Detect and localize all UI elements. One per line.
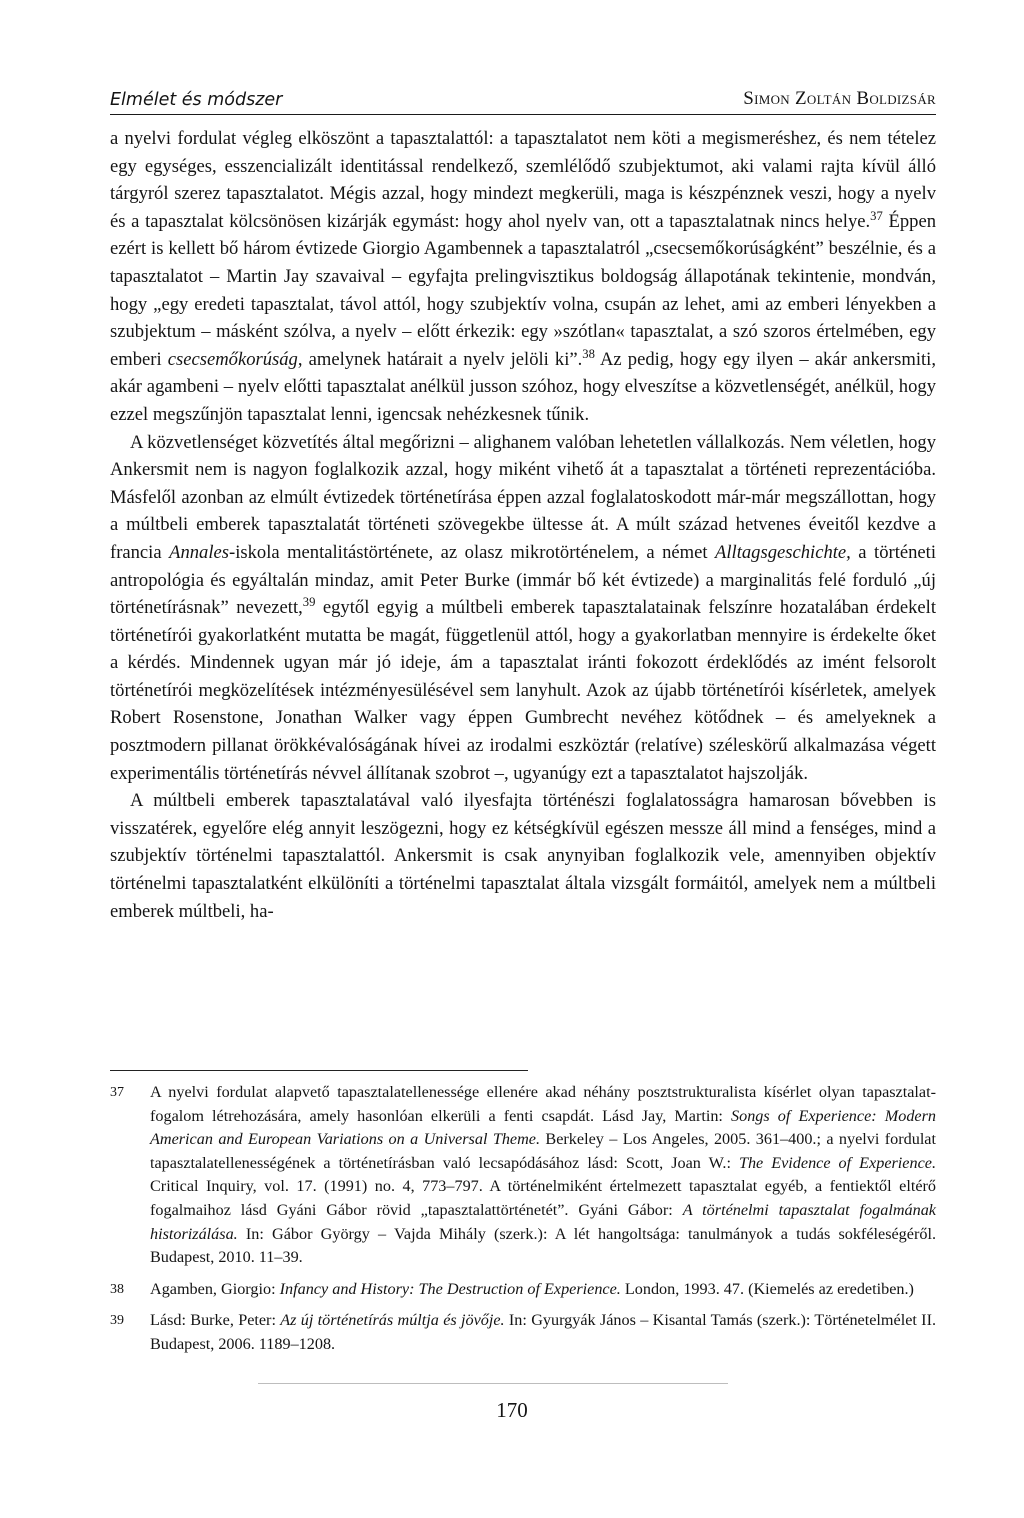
paragraph-2-italic-alltagsgeschichte: Alltagsgeschichte, [715,541,851,563]
paragraph-2-text-b: -iskola mentalitástörténete, az olasz mikrotörténelem, a német [229,541,716,563]
footnote-39 [110,1309,936,1356]
paragraph-2-text-a: A közvetlenséget közvetítés által megőrizni – alighanem valóban lehetetlen vállalkozás. Nem véletlen, hogy Ankersmit nem is nagyon foglalkozik azzal, hogy miként vihető át a tapasztalat a történeti reprezentációba. Másfelől azonban az elmúlt évtizedek történetírása éppen azzal foglalatoskodott már-már megszállottan, hogy a múltbeli emberek tapasztalatát történeti szövegekbe ültesse át. A múlt század hetvenes éveitől kezdve a francia [110,431,936,563]
paragraph-1-text-c: , amelynek határait a nyelv jelöli ki”. [297,348,583,370]
paragraph-1-text-d: Az pedig, hogy egy ilyen – akár ankersmiti, akár agambeni – nyelv előtti tapasztalat anélkül jusson szóhoz, hogy elveszítse a közvetlenségét, anélkül, hogy ezzel megszűnjön tapasztalat lenni, igencsak nehézkesnek tűnik. [110,348,936,425]
footnote-38-text-a: Agamben, Giorgio: [150,1279,280,1298]
footnote-37-text-a: A nyelvi fordulat alapvető tapasztalatellenessége ellenére akad néhány posztstrukturalista kísérlet olyan tapasztalat-fogalom létrehozására, amely hasonlóan elkerüli a fenti csapdát. Lásd Jay, Martin: [150,1083,936,1125]
footnote-37 [110,1081,936,1270]
footnote-38-text-b: London, 1993. 47. (Kiemelés az eredetiben.) [620,1279,914,1298]
author-name: Simon Zoltán Boldizsár [743,88,936,109]
footnote-number: 37 [110,1085,124,1100]
footnote-37-text-b: Berkeley – Los Angeles, 2005. 361–400.; a nyelvi fordulat tapasztalatellenességének a történetírásban való lecsapódásához lásd: Scott, Joan W.: [150,1130,936,1172]
footnote-39-text-b: In: Gyurgyák János – Kisantal Tamás (szerk.): Történetelmélet II. Budapest, 2006. 1189–1208. [150,1311,937,1353]
footnote-37-italic-1: Songs of Experience: Modern American and European Variations on a Universal Theme. [150,1106,936,1149]
page-number: 170 [496,1398,528,1422]
footnote-number: 38 [110,1281,124,1297]
paragraph-1 [110,125,936,429]
footnote-37-text-c: Critical Inquiry, vol. 17. (1991) no. 4, 773–797. A történelmiként értelmezett tapasztalat egyéb, a fentiektől eltérő fogalmaihoz lásd Gyáni Gábor rövid „tapasztalattörténetét”. Gyáni Gábor: [150,1177,936,1219]
running-header [110,86,936,115]
footnote-38-italic-1: Infancy and History: The Destruction of Experience. [279,1279,621,1298]
footnote-38 [110,1278,936,1302]
footnote-ref-38: 38 [582,346,595,361]
bottom-divider [258,1383,728,1384]
footnote-37-italic-3: A történelmi tapasztalat fogalmának historizálása. [150,1200,936,1243]
footnote-39-text-a: Lásd: Burke, Peter: [150,1311,281,1330]
section-title: Elmélet és módszer [110,90,283,110]
paragraph-2-text-d: egytől egyig a múltbeli emberek tapasztalatainak felszínre hozatalában érdekelt történetírói gyakorlatként mutatta be magát, függetlenül attól, hogy a gyakorlatban mennyire is érdekelte őket a kérdés. Mindennek ugyan már jó ideje, ám a tapasztalat iránti fokozott érdeklődés az imént felsorolt történetírói megközelítések intézményesülésével sem lanyhult. Azok az újabb történetírói kísérletek, amelyek Robert Rosenstone, Jonathan Walker vagy éppen Gumbrecht nevéhez kötődnek – és amelyeknek a posztmodern pillanat örökkévalóságának hívei az irodalmi eszköztár (relatíve) széleskörű alkalmazása végett experimentális történetírás névvel állítanak szobrot –, ugyanúgy ezt a tapasztalatot hajszolják. [110,597,937,784]
paragraph-2-italic-annales: Annales [169,541,229,563]
footnote-37-italic-2: The Evidence of Experience. [738,1153,936,1172]
paragraph-2 [110,429,936,788]
footnotes [110,1081,936,1365]
paragraph-3: A múltbeli emberek tapasztalatával való ilyesfajta történészi foglalatosságra hamarosan bővebben is visszatérek, egyelőre elég annyit leszögezni, hogy ez kétségkívül egészen messze áll mind a fenséges, mind a szubjektív történelmi tapasztalattól. Ankersmit is csak anynyiban foglalkozik vele, amennyiben objektív történelmi tapasztalatként elkülöníti a történelmi tapasztalat általa vizsgált formáitól, amelyek nem a múltbeli emberek múltbeli, ha- [110,790,936,922]
paragraph-1-text-a: a nyelvi fordulat végleg elköszönt a tapasztalattól: a tapasztalatot nem köti a megismeréshez, és nem tételez egy egységes, esszencializált identitással rendelkező, szemlélődő szubjektumot, aki valami rajta kívül álló tárgyról szerez tapasztalatot. Mégis azzal, hogy mindezt megkerüli, maga is készpénznek veszi, hogy a nyelv és a tapasztalat kölcsönösen kizárják egymást: hogy ahol nyelv van, ott a tapasztalatnak nincs helye. [110,128,936,232]
footnote-39-italic-1: Az új történetírás múltja és jövője. [280,1311,505,1330]
paragraph-1-italic-term: csecsemőkorúság [167,348,298,370]
footnote-ref-37: 37 [870,208,883,223]
footnote-number: 39 [110,1313,124,1329]
paragraph-1-text-b: Éppen ezért is kellett bő három évtizede Giorgio Agambennek a tapasztalatról „csecsemőkorúságként” beszélnie, és a tapasztalatot – Martin Jay szavaival – egyfajta prelingvisztikus boldogság állapotának tekintenie, mondván, hogy „egy eredeti tapasztalat, távol attól, hogy szubjektív volna, csupán az lehet, ami az emberi lényekben a szubjektum – másként szólva, a nyelv – előtt érkezik: egy »szótlan« tapasztalat, a szó szoros értelmében, egy emberi [110,210,936,370]
footnote-37-text-d: In: Gábor György – Vajda Mihály (szerk.): A lét hangoltsága: tanulmányok a tudás sokféleségéről. Budapest, 2010. 11–39. [150,1224,936,1267]
main-text [110,125,936,925]
paragraph-2-text-c: a történeti antropológia és egyáltalán mindaz, amit Peter Burke (immár bő két évtizede) a marginalitás felé forduló „új történetírásnak” nevezett, [110,541,936,619]
footnote-separator [110,1070,528,1071]
footnote-ref-39: 39 [302,594,316,609]
page-content [110,86,936,925]
